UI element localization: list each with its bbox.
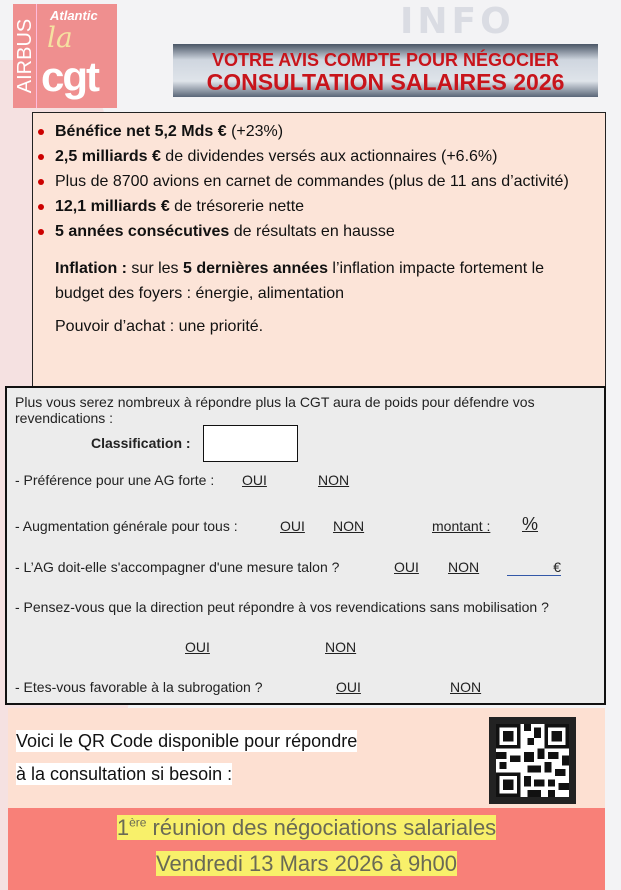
bullet-item: Bénéfice net 5,2 Mds € (+23%) (55, 119, 595, 144)
banner-line2: CONSULTATION SALAIRES 2026 (206, 69, 565, 95)
q2-unit: % (522, 514, 539, 534)
q4-oui[interactable]: OUI (185, 639, 210, 655)
key-figures-box (32, 112, 606, 387)
form-intro: Plus vous serez nombreux à répondre plus la CGT aura de poids pour défendre vos revendications : (15, 394, 535, 426)
bullet-item: 12,1 milliards € de trésorerie nette (55, 194, 595, 219)
cgt-logo (13, 4, 117, 108)
q1-oui[interactable]: OUI (242, 472, 267, 488)
q1-label: - Préférence pour une AG forte : (15, 472, 215, 488)
qr-text-line2: à la consultation si besoin : (16, 764, 233, 784)
watermark: INFO (400, 1, 515, 42)
q3-non[interactable]: NON (448, 559, 480, 575)
banner-line1: VOTRE AVIS COMPTE POUR NÉGOCIER (211, 50, 560, 70)
q2-label: - Augmentation générale pour tous : (15, 518, 238, 534)
logo-atlantic: Atlantic (50, 8, 98, 23)
q4-non[interactable]: NON (325, 639, 357, 655)
q3-label: - L’AG doit-elle s'accompagner d'une mesure talon ? (15, 559, 340, 575)
bullet-item: 5 années consécutives de résultats en hausse (55, 219, 595, 244)
q3-amount-field[interactable]: € (507, 559, 561, 576)
title-banner (173, 44, 598, 97)
qr-text-line1: Voici le QR Code disponible pour répondre (16, 731, 358, 751)
q2-non[interactable]: NON (333, 518, 365, 534)
meeting-banner (8, 808, 605, 890)
logo-cgt: cgt (41, 53, 98, 100)
classification-input[interactable] (203, 425, 298, 462)
meeting-title: 1ère réunion des négociations salariales (116, 815, 497, 840)
q4-label: - Pensez-vous que la direction peut répondre à vos revendications sans mobilisation ? (15, 599, 549, 615)
q5-label: - Etes-vous favorable à la subrogation ? (15, 679, 263, 695)
q5-non[interactable]: NON (450, 679, 482, 695)
qr-section (8, 708, 605, 808)
logo-la: la (47, 21, 73, 54)
q5-oui[interactable]: OUI (336, 679, 361, 695)
qr-code-icon[interactable] (489, 717, 576, 804)
bullet-item: Plus de 8700 avions en carnet de commandes (plus de 11 ans d’activité) (55, 169, 595, 194)
bullet-item: 2,5 milliards € de dividendes versés aux actionnaires (+6.6%) (55, 144, 595, 169)
inflation-text: Inflation : sur les 5 dernières années l’inflation impacte fortement le budget des foyers : énergie, alimentation (55, 260, 545, 302)
meeting-date: Vendredi 13 Mars 2026 à 9h00 (156, 851, 457, 876)
pouvoir-achat-text: Pouvoir d’achat : une priorité. (55, 318, 264, 335)
q2-oui[interactable]: OUI (280, 518, 305, 534)
classification-label: Classification : (91, 435, 191, 451)
survey-form (5, 386, 606, 705)
q3-oui[interactable]: OUI (394, 559, 419, 575)
logo-airbus: AIRBUS (14, 18, 36, 94)
q2-amount-field[interactable]: montant : (432, 518, 491, 534)
q1-non[interactable]: NON (318, 472, 350, 488)
